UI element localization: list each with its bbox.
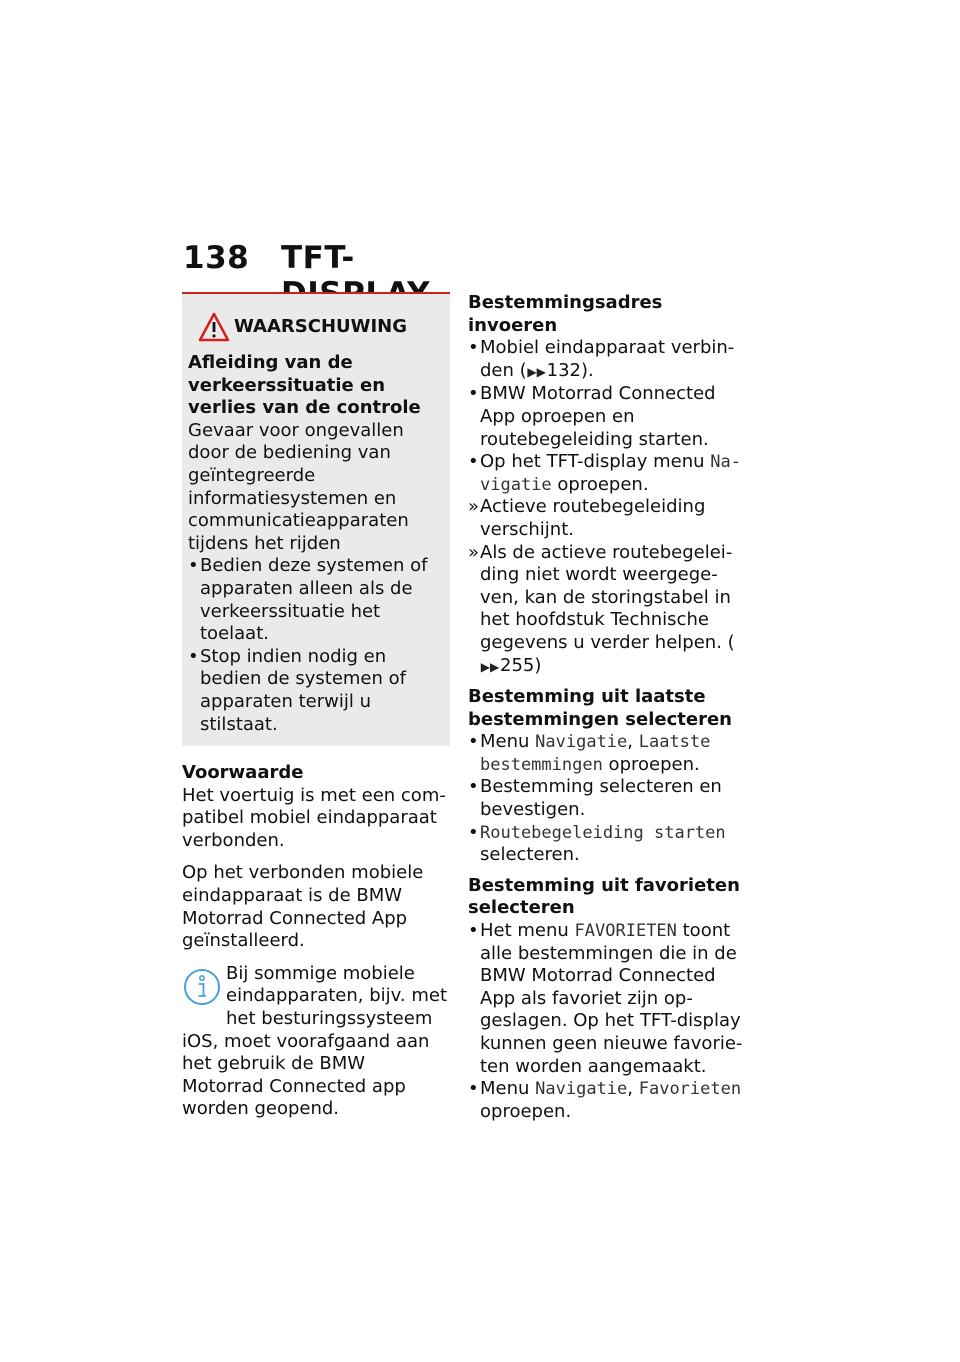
page-number: 138 xyxy=(183,240,250,276)
prerequisite-text-2: Op het verbonden mobiele eindapparaat is de BMW Motorrad Connected App geïnstalleerd. xyxy=(182,862,424,952)
warning-triangle-icon xyxy=(198,312,230,342)
warning-heading: Afleiding van de verkeerssituatie en verlies van de controle xyxy=(188,352,421,419)
page-reference[interactable]: 132 xyxy=(546,359,582,381)
info-text: Bij sommige mobiele eindapparaten, bijv. met het besturingssysteem iOS, moet voorafgaand aan het gebruik de BMW Motorrad Connected app worden geopend. xyxy=(182,962,448,1120)
page-reference[interactable]: 255 xyxy=(500,654,535,676)
list-item: • Mobiel eindapparaat verbinden (▶▶132). xyxy=(468,337,743,383)
page-header xyxy=(183,240,483,280)
menu-name: Navigatie xyxy=(535,732,628,753)
right-column xyxy=(468,292,743,1123)
menu-name: Navigatie xyxy=(480,452,741,495)
instruction-list xyxy=(468,731,743,867)
section-heading: Bestemming uit laatste bestemmingen selecteren xyxy=(468,686,732,730)
menu-name: Routebegeleiding starten xyxy=(480,822,726,843)
warning-box xyxy=(182,292,450,746)
menu-name: Favorieten xyxy=(638,1079,742,1100)
list-item: • Menu Navigatie, Laatste bestemmingen oproepen. xyxy=(468,731,743,776)
list-item: • BMW Motorrad Connected App oproepen en routebegeleiding starten. xyxy=(468,383,743,451)
list-item: • Op het TFT-display menu Navigatie oproepen. xyxy=(468,451,743,496)
page-reference-icon: ▶▶ xyxy=(480,659,500,674)
list-item: • Bedien deze systemen of apparaten alleen als de verkeerssituatie het toelaat. xyxy=(188,555,440,645)
section-heading: Bestemming uit favorieten selecteren xyxy=(468,874,740,919)
list-item: • Bestemming selecteren en bevestigen. xyxy=(468,776,743,821)
warning-list xyxy=(188,555,440,736)
prerequisite-heading: Voorwaarde xyxy=(182,762,304,784)
warning-label: WAARSCHUWING xyxy=(234,316,408,337)
list-item: • Stop indien nodig en bedien de systemen of apparaten terwijl u stilstaat. xyxy=(188,646,440,736)
section-heading: Bestemmingsadres invoeren xyxy=(468,292,663,336)
list-item: » Actieve routebegeleiding verschijnt. xyxy=(468,496,743,541)
info-icon xyxy=(182,965,222,1009)
prerequisite-text: Het voertuig is met een compatibel mobiel eindapparaat verbonden. xyxy=(182,784,446,851)
left-column xyxy=(182,292,450,1121)
list-item: » Als de actieve routebegeleiding niet wordt weergegeven, kan de storingstabel in het hoofdstuk Technische gegevens u verder helpen. (▶▶255) xyxy=(468,542,743,679)
menu-name: FAVORIETEN xyxy=(574,921,677,942)
list-item: • Het menu FAVORIETEN toont alle bestemmingen die in de BMW Motorrad Connected App als favoriet zijn opgeslagen. Op het TFT-display kunnen geen nieuwe favorieten worden aangemaakt. xyxy=(468,920,743,1078)
page-title: TFT- xyxy=(281,240,355,276)
list-item: • Routebegeleiding starten selecteren. xyxy=(468,822,743,867)
instruction-list xyxy=(468,920,743,1123)
info-note xyxy=(182,963,450,1121)
warning-header xyxy=(188,312,440,346)
menu-name: Laatste bestemmingen xyxy=(480,732,711,775)
menu-name: Navigatie xyxy=(535,1079,628,1100)
instruction-list xyxy=(468,337,743,678)
list-item: • Menu Navigatie, Favorieten oproepen. xyxy=(468,1078,743,1123)
warning-text: Gevaar voor ongevallen door de bediening van geïntegreerde informatiesystemen en communicatieapparaten tijdens het rijden xyxy=(188,419,409,554)
page-reference-icon: ▶▶ xyxy=(527,364,546,379)
